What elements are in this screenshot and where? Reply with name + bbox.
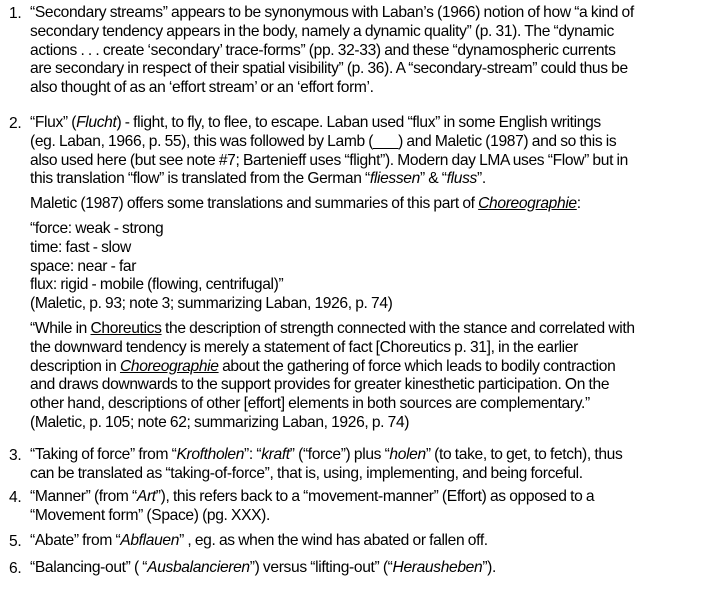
quote-line — [30, 320, 702, 339]
text: ” & “ — [419, 170, 447, 188]
note-number: 3. — [9, 447, 22, 464]
quote-line — [30, 358, 702, 377]
text: about the gathering of force which leads to bodily contraction — [218, 357, 616, 375]
note-number: 5. — [9, 533, 22, 550]
text-line: secondary tendency appears in the body, namely a dynamic quality” (p. 31). The “dynamic — [30, 22, 614, 40]
text-line: actions . . . create ‘secondary’ trace-forms” (pp. 32-33) and these “dynamospheric currents — [30, 41, 616, 59]
note-number: 6. — [9, 560, 22, 577]
text: this translation “flow” is translated from the German “ — [30, 170, 370, 188]
german-term: kraft — [261, 446, 290, 463]
book-title: Choreutics — [90, 320, 162, 337]
text-line: also thought of as an ‘effort stream’ or an ‘effort form’. — [30, 79, 374, 97]
text: description in — [30, 357, 120, 375]
text-line: can be translated as “taking-of-force”, that is, using, implementing, and being forceful. — [30, 464, 583, 482]
quote-line: and draws downwards to the support provides for greater kinesthetic participation. On the — [30, 376, 610, 394]
book-title: Choreographie — [478, 195, 577, 212]
german-term: Flucht — [76, 114, 117, 131]
german-term: Kroftholen — [176, 446, 245, 463]
text: : — [576, 195, 581, 212]
choreutics-quote — [30, 320, 702, 433]
quote-line: flux: rigid - mobile (flowing, centrifugal)” — [30, 276, 284, 294]
text-line — [30, 170, 702, 189]
quote-line: time: fast - slow — [30, 238, 131, 256]
text-line — [30, 446, 702, 465]
text: ”). — [482, 559, 496, 576]
text: “While in — [30, 320, 91, 337]
note-number: 2. — [9, 115, 22, 132]
german-term: Art — [136, 488, 156, 505]
text-line — [30, 532, 702, 551]
text: “Manner” (from “ — [30, 488, 137, 505]
text: ) - flight, to fly, to flee, to escape. Laban used “flux” in some English writings — [116, 114, 601, 131]
effort-quote-list — [30, 220, 702, 314]
citation: (Maletic, p. 93; note 3; summarizing Laban, 1926, p. 74) — [30, 295, 393, 313]
note-number: 1. — [9, 5, 22, 22]
text: “Taking of force” from “ — [30, 446, 177, 463]
german-term: fluss — [446, 170, 477, 188]
quote-line: the downward tendency is merely a statement of fact [Choreutics p. 31], in the earlier — [30, 338, 578, 356]
german-term: Herausheben — [392, 559, 483, 576]
quote-line: space: near - far — [30, 257, 137, 275]
text-line — [30, 488, 702, 507]
note-body — [30, 532, 702, 551]
note-number: 4. — [9, 489, 22, 506]
text: the description of strength connected with the stance and correlated with — [161, 320, 635, 337]
text: ” (“force”) plus “ — [289, 446, 390, 463]
german-term: Ausbalancieren — [147, 559, 250, 576]
german-term: Abflauen — [120, 532, 180, 549]
note-body — [30, 4, 702, 98]
quote-line: “force: weak - strong — [30, 220, 164, 237]
note-body — [30, 446, 702, 484]
text-line: also used here (but see note #7; Bartenieff uses “flight”). Modern day LMA uses “Flow” but in — [30, 151, 628, 169]
text-line: are secondary in respect of their spatial visibility” (p. 36). A “secondary-stream” could thus be — [30, 60, 628, 78]
text-line: “Movement form” (Space) (pg. XXX). — [30, 506, 271, 524]
text-line — [30, 195, 702, 214]
german-term: fliessen — [369, 170, 420, 188]
text: “Abate” from “ — [30, 532, 121, 549]
text-line: “Secondary streams” appears to be synonymous with Laban’s (1966) notion of how “a kind of — [30, 4, 634, 21]
citation: (Maletic, p. 105; note 62; summarizing Laban, 1926, p. 74) — [30, 413, 410, 431]
text: ”), this refers back to a “movement-manner” (Effort) as opposed to a — [155, 488, 595, 505]
german-term: holen — [389, 446, 426, 463]
text: ”) versus “lifting-out” (“ — [249, 559, 393, 576]
text-line: (eg. Laban, 1966, p. 55), this was followed by Lamb (___) and Maletic (1987) and so this is — [30, 132, 617, 150]
quote-line: other hand, descriptions of other [effort] elements in both sources are complementary.” — [30, 395, 590, 413]
text: “Flux” ( — [30, 114, 77, 131]
text-line — [30, 559, 702, 578]
text: ”: “ — [244, 446, 262, 463]
maletic-intro — [30, 195, 702, 214]
text: ” , eg. as when the wind has abated or fallen off. — [179, 532, 488, 549]
text: “Balancing-out” ( “ — [30, 559, 148, 576]
text-line — [30, 114, 702, 133]
note-body — [30, 488, 702, 526]
text: ”. — [476, 170, 486, 188]
book-title: Choreographie — [119, 357, 219, 375]
text: ” (to take, to get, to fetch), thus — [425, 446, 623, 463]
text: Maletic (1987) offers some translations and summaries of this part of — [30, 195, 479, 212]
note-body — [30, 114, 702, 189]
note-body — [30, 559, 702, 578]
